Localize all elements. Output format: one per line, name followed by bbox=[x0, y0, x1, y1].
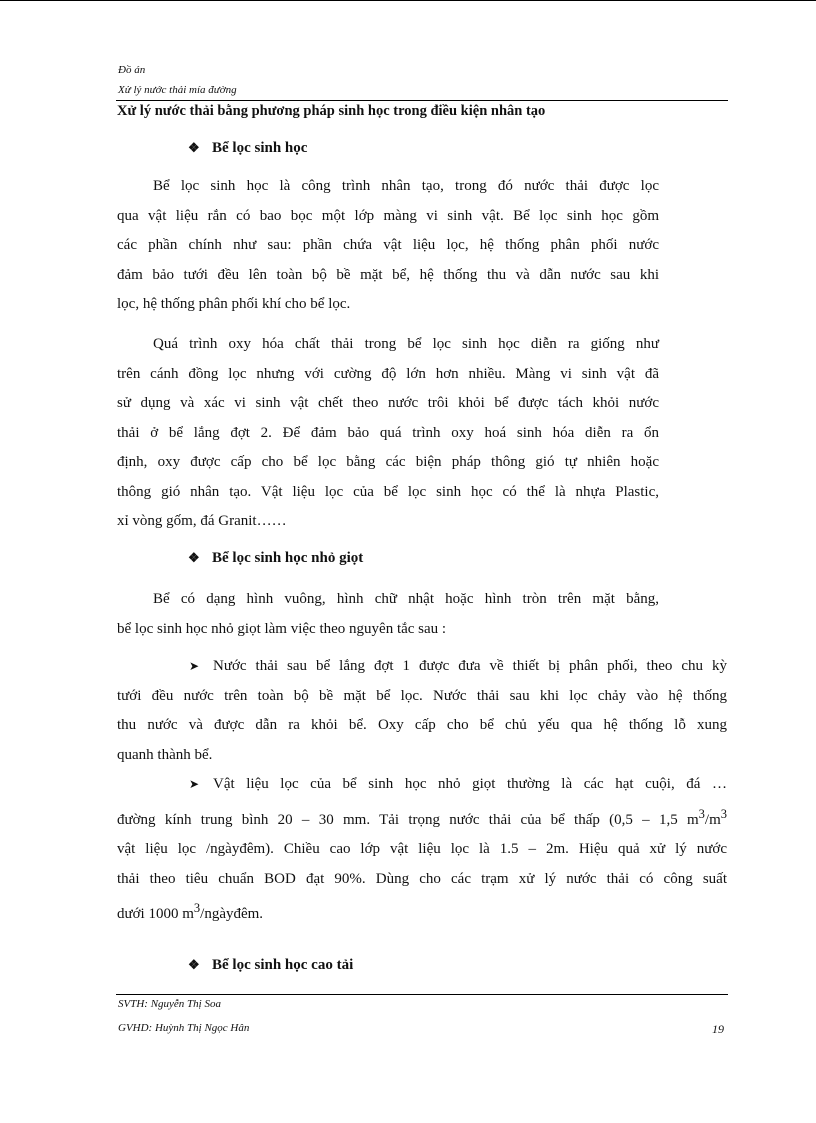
heading-be-loc-sinh-hoc: ❖ Bể lọc sinh học bbox=[188, 140, 308, 156]
footer-student: SVTH: Nguyễn Thị Soa bbox=[118, 998, 221, 1010]
heading-be-loc-nho-giot: ❖ Bể lọc sinh học nhỏ giọt bbox=[188, 550, 364, 566]
paragraph-s1-p2: Quá trình oxy hóa chất thải trong bể lọc sinh học diễn ra giống như trên cánh đồng lọc nhưng với cường độ lớn hơn nhiều. Màng vi sinh vật đã sử dụng và xác vi sinh vật chết theo nước trôi khỏi bể được tách khỏi nước thải ở bể lắng đợt 2. Để đảm bảo quá trình oxy hoá sinh hóa diễn ra ổn định, oxy được cấp cho bể lọc bằng các biện pháp thông gió tự nhiên hoặc thông gió nhân tạo. Vật liệu lọc của bể lọc sinh học có thể là nhựa Plastic, xỉ vòng gốm, đá Granit…… bbox=[117, 336, 659, 529]
header-doc-type: Đồ án bbox=[118, 64, 146, 76]
diamond-bullet-icon: ❖ bbox=[188, 550, 200, 565]
paragraph-s2-p1: Bể có dạng hình vuông, hình chữ nhật hoặc hình tròn trên mặt bằng, bể lọc sinh học nhỏ giọt làm việc theo nguyên tắc sau : bbox=[117, 591, 659, 637]
paragraph-s1-p1: Bể lọc sinh học là công trình nhân tạo, trong đó nước thải được lọc qua vật liệu rắn có bao bọc một lớp màng vi sinh vật. Bể lọc sinh học gồm các phần chính như sau: phần chứa vật liệu lọc, hệ thống phân phối nước đảm bảo tưới đều lên toàn bộ bề mặt bể, hệ thống thu và dẫn nước sau khi lọc, hệ thống phân phối khí cho bể lọc. bbox=[117, 178, 659, 312]
list-item-2: ➤ Vật liệu lọc của bể sinh học nhỏ giọt thường là các hạt cuội, đá … đường kính trung bình 20 – 30 mm. Tải trọng nước thải của bể thấp (0,5 – 1,5 $m^3/m^3$ vật liệu lọc /ngàyđêm). Chiều cao lớp vật liệu lọc là 1.5 – 2m. Hiệu quả xử lý nước thải theo tiêu chuẩn BOD đạt 90%. Dùng cho các trạm xử lý nước thải có công suất dưới 1000 $m^3$/ngàyđêm. bbox=[117, 770, 727, 930]
header-doc-subject: Xử lý nước thải mía đường bbox=[118, 84, 237, 96]
diamond-bullet-icon: ❖ bbox=[188, 140, 200, 155]
top-border bbox=[0, 0, 816, 1]
header-rule bbox=[116, 100, 728, 101]
section-title: Xử lý nước thải bằng phương pháp sinh học trong điều kiện nhân tạo bbox=[117, 103, 546, 119]
list-item-1: ➤ Nước thải sau bể lắng đợt 1 được đưa về thiết bị phân phối, theo chu kỳ tưới đều nước trên toàn bộ bề mặt bể lọc. Nước thải sau khi lọc chảy vào hệ thống thu nước và được dẫn ra khỏi bể. Oxy cấp cho bể chủ yếu qua hệ thống lỗ xung quanh thành bể. bbox=[117, 652, 727, 770]
arrow-bullet-icon: ➤ bbox=[189, 659, 200, 673]
footer-rule bbox=[116, 994, 728, 995]
diamond-bullet-icon: ❖ bbox=[188, 957, 200, 972]
page-header bbox=[118, 60, 237, 100]
heading-be-loc-cao-tai: ❖ Bể lọc sinh học cao tải bbox=[188, 957, 354, 973]
footer-supervisor: GVHD: Huỳnh Thị Ngọc Hân bbox=[118, 1022, 250, 1034]
page-number: 19 bbox=[712, 1022, 724, 1036]
arrow-bullet-icon: ➤ bbox=[189, 777, 200, 791]
